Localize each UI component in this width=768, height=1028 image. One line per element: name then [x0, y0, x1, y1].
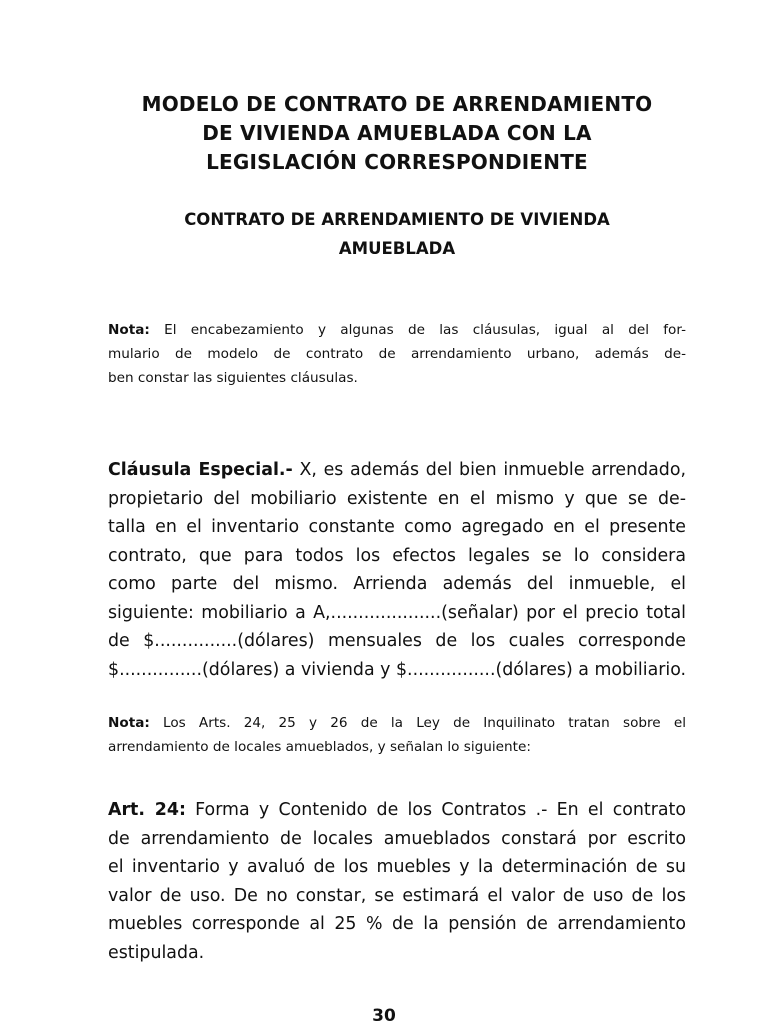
note-line — [108, 711, 686, 735]
title-line: MODELO DE CONTRATO DE ARRENDAMIENTO — [141, 92, 653, 116]
clause-line: de $...............(dólares) mensuales de los cuales corresponde — [108, 631, 686, 651]
contract-subtitle — [100, 205, 694, 263]
note-line: mulario de modelo de contrato de arrendamiento urbano, además de- — [108, 346, 686, 362]
special-clause-paragraph — [108, 456, 686, 684]
subtitle-line: AMUEBLADA — [338, 239, 456, 258]
note-line: ben constar las siguientes cláusulas. — [108, 370, 358, 386]
subtitle-line: CONTRATO DE ARRENDAMIENTO DE VIVIENDA — [184, 210, 610, 229]
article-line — [108, 796, 686, 825]
clause-line — [108, 456, 686, 485]
article-24-paragraph — [108, 796, 686, 967]
note-label: Nota: — [108, 715, 150, 731]
clause-line: siguiente: mobiliario a A,....................(señalar) por el precio total — [108, 602, 686, 623]
note-paragraph-1 — [108, 318, 686, 390]
clause-label: Cláusula Especial.- — [108, 460, 293, 480]
article-line: el inventario y avaluó de los muebles y la determinación de su — [108, 857, 686, 877]
clause-line: $...............(dólares) a vivienda y $................(dólares) a mobiliario. — [108, 659, 687, 680]
article-line: de arrendamiento de locales amueblados constará por escrito — [108, 828, 686, 849]
article-label: Art. 24: — [108, 800, 186, 820]
title-line: DE VIVIENDA AMUEBLADA CON LA — [202, 121, 592, 145]
clause-text: X, es además del bien inmueble arrendado, — [292, 460, 687, 480]
title-line: LEGISLACIÓN CORRESPONDIENTE — [206, 150, 588, 174]
document-title — [80, 90, 714, 177]
clause-line: talla en el inventario constante como agregado en el presente — [108, 517, 686, 537]
article-line: estipulada. — [108, 942, 205, 963]
clause-line: propietario del mobiliario existente en el mismo y que se de- — [108, 488, 686, 509]
note-label: Nota: — [108, 322, 150, 338]
note-line: arrendamiento de locales amueblados, y señalan lo siguiente: — [108, 739, 531, 755]
note-text: Los Arts. 24, 25 y 26 de la Ley de Inquilinato tratan sobre el — [149, 715, 686, 731]
article-line: muebles corresponde al 25 % de la pensión de arrendamiento — [108, 914, 686, 934]
note-text: El encabezamiento y algunas de las cláusulas, igual al del for- — [149, 322, 686, 338]
clause-line: contrato, que para todos los efectos legales se lo considera — [108, 545, 686, 566]
note-paragraph-2 — [108, 711, 686, 759]
clause-line: como parte del mismo. Arrienda además del inmueble, el — [108, 574, 686, 594]
article-text: Forma y Contenido de los Contratos .- En el contrato — [185, 800, 686, 820]
page-number: 30 — [372, 1006, 396, 1026]
note-line — [108, 318, 686, 342]
article-line: valor de uso. De no constar, se estimará el valor de uso de los — [108, 885, 686, 906]
